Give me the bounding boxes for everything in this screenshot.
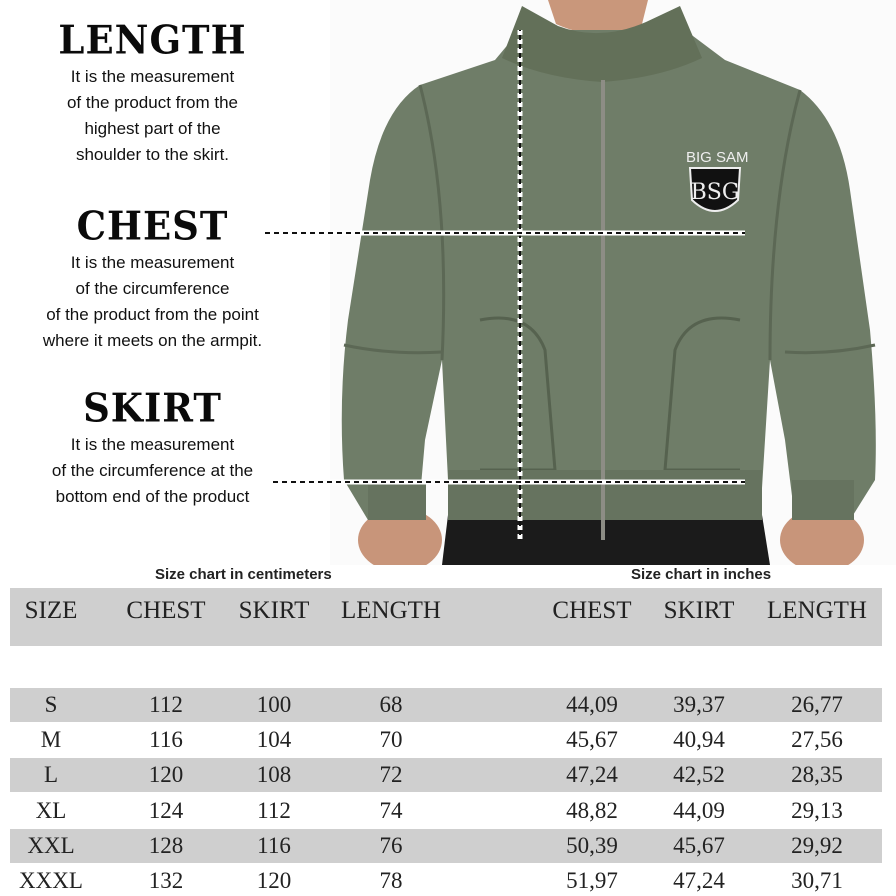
chest-description: It is the measurement of the circumference of the product from the point where it meets on the armpit. — [42, 253, 263, 350]
cm-chart-title: Size chart in centimeters — [155, 566, 332, 583]
cell-skirt-cm: 100 — [256, 692, 292, 717]
cell-length-cm: 76 — [379, 832, 403, 858]
cell-skirt-in: 47,24 — [673, 868, 725, 893]
cell-length-cm: 70 — [379, 727, 403, 753]
header-chest-in: CHEST — [552, 597, 632, 624]
cell-chest-cm: 112 — [149, 692, 183, 717]
logo-text: BIG SAM — [686, 149, 749, 166]
cell-length-cm: 78 — [379, 868, 403, 893]
skirt-description: It is the measurement of the circumference at the bottom end of the product — [51, 435, 254, 506]
header-length-in: LENGTH — [767, 597, 867, 624]
cell-chest-cm: 124 — [148, 797, 184, 823]
skirt-heading: SKIRT — [83, 384, 222, 432]
cell-skirt-in: 45,67 — [673, 832, 725, 858]
header-skirt-cm: SKIRT — [238, 597, 310, 624]
length-description: It is the measurement of the product from the highest part of the shoulder to the skirt. — [66, 67, 239, 164]
cell-skirt-cm: 116 — [257, 832, 291, 858]
cell-length-in: 29,13 — [791, 797, 843, 823]
header-skirt-in: SKIRT — [663, 597, 735, 624]
cell-chest-in: 44,09 — [566, 692, 618, 717]
cell-size: XXL — [27, 832, 75, 858]
cell-chest-in: 45,67 — [566, 727, 618, 753]
cell-length-in: 28,35 — [791, 762, 843, 788]
cell-chest-in: 51,97 — [566, 868, 618, 893]
cell-skirt-cm: 108 — [256, 762, 292, 788]
cell-size: S — [44, 692, 58, 717]
cell-chest-cm: 116 — [149, 727, 183, 753]
cell-chest-in: 47,24 — [566, 762, 618, 788]
logo-letters: BSG — [690, 180, 740, 205]
header-size: SIZE — [24, 597, 78, 624]
length-heading: LENGTH — [58, 16, 247, 64]
cell-size: XL — [35, 797, 67, 823]
cell-chest-cm: 132 — [148, 868, 184, 893]
cell-skirt-cm: 112 — [257, 797, 291, 823]
cell-length-cm: 68 — [379, 692, 403, 717]
cell-size: XXXL — [19, 868, 83, 893]
cell-skirt-cm: 104 — [256, 727, 292, 753]
cell-size: L — [43, 762, 59, 788]
chest-heading: CHEST — [76, 202, 229, 250]
cell-size: M — [40, 727, 62, 753]
cell-chest-cm: 120 — [148, 762, 184, 788]
cell-length-in: 26,77 — [791, 692, 843, 717]
cell-length-in: 27,56 — [791, 727, 843, 753]
cell-length-in: 30,71 — [791, 868, 843, 893]
cell-chest-in: 48,82 — [566, 797, 618, 823]
cell-skirt-in: 42,52 — [673, 762, 725, 788]
cell-skirt-in: 44,09 — [673, 797, 725, 823]
header-length-cm: LENGTH — [341, 597, 441, 624]
cell-skirt-in: 39,37 — [673, 692, 725, 717]
inch-chart-title: Size chart in inches — [631, 566, 772, 583]
cell-skirt-in: 40,94 — [673, 727, 725, 753]
cell-chest-cm: 128 — [148, 832, 184, 858]
cell-skirt-cm: 120 — [256, 868, 292, 893]
cell-length-in: 29,92 — [791, 832, 843, 858]
cell-chest-in: 50,39 — [566, 832, 618, 858]
header-chest-cm: CHEST — [126, 597, 206, 624]
cell-length-cm: 74 — [379, 797, 403, 823]
cell-length-cm: 72 — [379, 762, 403, 788]
